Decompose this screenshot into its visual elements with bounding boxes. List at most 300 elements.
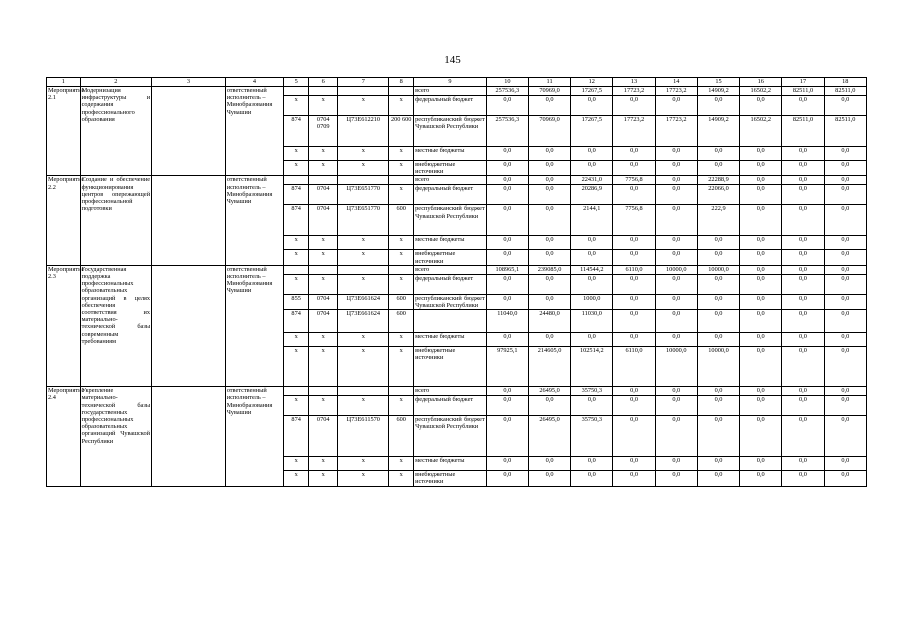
- amount-cell: 0,0: [740, 294, 782, 309]
- amount-cell: 0,0: [697, 457, 739, 471]
- budget-code-8: x: [389, 185, 414, 205]
- budget-code-8: x: [389, 161, 414, 176]
- funding-source: всего: [414, 387, 487, 396]
- amount-cell: 0,0: [528, 205, 570, 236]
- amount-cell: 0,0: [486, 457, 528, 471]
- budget-code-5: x: [284, 161, 309, 176]
- amount-cell: 0,0: [486, 396, 528, 416]
- amount-cell: 0,0: [655, 310, 697, 333]
- budget-code-8: x: [389, 396, 414, 416]
- amount-cell: 0,0: [697, 396, 739, 416]
- responsible-executor: ответственный исполнитель – Минобразования Чувашии: [225, 176, 283, 265]
- amount-cell: 0,0: [655, 96, 697, 116]
- budget-code-8: 200 600: [389, 116, 414, 147]
- funding-source: федеральный бюджет: [414, 96, 487, 116]
- budget-code-7: Ц73Е651770: [338, 205, 389, 236]
- budget-code-5: x: [284, 250, 309, 265]
- column-number-header: 2: [80, 78, 151, 87]
- amount-cell: 0,0: [486, 274, 528, 294]
- amount-cell: 0,0: [740, 387, 782, 396]
- amount-cell: 6110,0: [613, 265, 655, 274]
- measure-name: Создание и обеспечение функционирования центров опережающей профессиональной подготовки: [80, 176, 151, 265]
- amount-cell: 0,0: [697, 274, 739, 294]
- budget-code-8: [389, 176, 414, 185]
- budget-code-6: x: [309, 471, 338, 486]
- amount-cell: 0,0: [740, 250, 782, 265]
- amount-cell: 0,0: [655, 236, 697, 250]
- budget-code-6: x: [309, 347, 338, 387]
- amount-cell: 0,0: [528, 147, 570, 161]
- column-number-header: 15: [697, 78, 739, 87]
- amount-cell: 0,0: [740, 236, 782, 250]
- column-number-header: 18: [824, 78, 866, 87]
- amount-cell: 0,0: [528, 161, 570, 176]
- amount-cell: 0,0: [528, 457, 570, 471]
- amount-cell: 0,0: [697, 471, 739, 486]
- amount-cell: 0,0: [571, 471, 613, 486]
- amount-cell: 0,0: [571, 250, 613, 265]
- amount-cell: 0,0: [782, 185, 824, 205]
- amount-cell: 222,9: [697, 205, 739, 236]
- budget-code-5: [284, 87, 309, 96]
- amount-cell: 0,0: [782, 347, 824, 387]
- amount-cell: 0,0: [486, 176, 528, 185]
- budget-code-7: [338, 87, 389, 96]
- amount-cell: 0,0: [655, 387, 697, 396]
- amount-cell: 0,0: [824, 147, 866, 161]
- amount-cell: 0,0: [782, 396, 824, 416]
- amount-cell: 0,0: [740, 310, 782, 333]
- funding-source: республиканский бюджет Чувашской Республики: [415, 294, 485, 310]
- amount-cell: 82511,0: [824, 116, 866, 147]
- amount-cell: 0,0: [655, 176, 697, 185]
- budget-code-6: [309, 265, 338, 274]
- budget-code-7: x: [338, 333, 389, 347]
- amount-cell: 7756,8: [613, 205, 655, 236]
- amount-cell: 0,0: [782, 471, 824, 486]
- amount-cell: 0,0: [528, 236, 570, 250]
- amount-cell: 0,0: [613, 147, 655, 161]
- budget-code-7: [338, 176, 389, 185]
- budget-code-5: x: [284, 471, 309, 486]
- amount-cell: 11030,0: [571, 310, 613, 333]
- amount-cell: 1000,0: [571, 294, 613, 309]
- amount-cell: 0,0: [782, 274, 824, 294]
- budget-code-7: [338, 265, 389, 274]
- budget-code-5: [284, 265, 309, 274]
- funding-source: местные бюджеты: [414, 147, 487, 161]
- budget-code-8: x: [389, 147, 414, 161]
- budget-code-6: x: [309, 161, 338, 176]
- budget-code-7: [338, 387, 389, 396]
- page-number: 145: [444, 54, 461, 66]
- amount-cell: 20286,9: [571, 185, 613, 205]
- amount-cell: 0,0: [824, 236, 866, 250]
- amount-cell: 2144,1: [571, 205, 613, 236]
- amount-cell: 0,0: [528, 96, 570, 116]
- budget-code-7: x: [338, 250, 389, 265]
- amount-cell: 0,0: [655, 205, 697, 236]
- measure-code: Мероприятие 2.2: [47, 176, 81, 265]
- budget-table: [46, 77, 867, 487]
- amount-cell: 0,0: [824, 205, 866, 236]
- amount-cell: 0,0: [613, 396, 655, 416]
- budget-code-6: x: [309, 147, 338, 161]
- amount-cell: 0,0: [655, 396, 697, 416]
- amount-cell: 0,0: [486, 147, 528, 161]
- column-number-header: 7: [338, 78, 389, 87]
- amount-cell: 0,0: [740, 96, 782, 116]
- funding-source: [414, 310, 487, 333]
- column-number-header: 12: [571, 78, 613, 87]
- column-number-header: 10: [486, 78, 528, 87]
- amount-cell: 0,0: [486, 161, 528, 176]
- funding-source: федеральный бюджет: [414, 396, 487, 416]
- funding-source: внебюджетные источники: [414, 471, 487, 486]
- amount-cell: 16502,2: [740, 87, 782, 96]
- budget-code-8: x: [389, 96, 414, 116]
- amount-cell: 0,0: [571, 274, 613, 294]
- amount-cell: 0,0: [740, 185, 782, 205]
- amount-cell: 0,0: [571, 147, 613, 161]
- funding-source: местные бюджеты: [414, 457, 487, 471]
- amount-cell: 0,0: [655, 274, 697, 294]
- budget-code-7: x: [338, 396, 389, 416]
- amount-cell: 0,0: [782, 265, 824, 274]
- amount-cell: 0,0: [697, 416, 739, 457]
- amount-cell: 0,0: [697, 310, 739, 333]
- amount-cell: 17723,2: [655, 116, 697, 147]
- budget-code-8: 600: [389, 416, 414, 457]
- table-row: [47, 387, 867, 396]
- amount-cell: 0,0: [613, 250, 655, 265]
- amount-cell: 16502,2: [740, 116, 782, 147]
- budget-code-6: [309, 87, 338, 96]
- amount-cell: 257536,3: [486, 116, 528, 147]
- amount-cell: 0,0: [824, 396, 866, 416]
- budget-code-5: [284, 176, 309, 185]
- amount-cell: 0,0: [486, 333, 528, 347]
- amount-cell: 35750,3: [571, 387, 613, 396]
- budget-code-5: x: [284, 147, 309, 161]
- amount-cell: 70969,0: [528, 116, 570, 147]
- amount-cell: 17723,2: [613, 87, 655, 96]
- column-number-header: 3: [152, 78, 226, 87]
- responsible-executor: ответственный исполнитель – Минобразования Чувашии: [225, 387, 283, 486]
- amount-cell: 108965,1: [486, 265, 528, 274]
- amount-cell: 0,0: [824, 294, 866, 309]
- column-number-header: 5: [284, 78, 309, 87]
- measure-empty-cell: [152, 176, 226, 265]
- budget-code-7: x: [338, 274, 389, 294]
- amount-cell: 114544,2: [571, 265, 613, 274]
- amount-cell: 6110,0: [613, 347, 655, 387]
- funding-source: республиканский бюджет Чувашской Республики: [414, 205, 487, 236]
- amount-cell: 0,0: [486, 205, 528, 236]
- budget-code-8: x: [389, 250, 414, 265]
- amount-cell: 10000,0: [697, 265, 739, 274]
- amount-cell: 22288,9: [697, 176, 739, 185]
- amount-cell: 0,0: [824, 457, 866, 471]
- budget-code-6: x: [309, 250, 338, 265]
- amount-cell: 0,0: [528, 274, 570, 294]
- amount-cell: 0,0: [697, 250, 739, 265]
- budget-code-6: x: [309, 274, 338, 294]
- budget-code-6: 0704: [309, 205, 338, 236]
- budget-code-7: Ц73Е661624: [338, 310, 389, 333]
- amount-cell: 0,0: [824, 96, 866, 116]
- amount-cell: 0,0: [697, 161, 739, 176]
- amount-cell: 0,0: [613, 457, 655, 471]
- amount-cell: 0,0: [486, 294, 528, 309]
- measure-code: Мероприятие 2.4: [47, 387, 81, 486]
- amount-cell: 0,0: [655, 294, 697, 309]
- amount-cell: 0,0: [824, 347, 866, 387]
- amount-cell: 0,0: [824, 250, 866, 265]
- funding-source: всего: [414, 176, 487, 185]
- budget-code-6: 0704: [309, 416, 338, 457]
- amount-cell: 0,0: [782, 294, 824, 309]
- amount-cell: 17267,5: [571, 87, 613, 96]
- budget-code-6: 0704: [309, 294, 338, 309]
- amount-cell: 0,0: [613, 161, 655, 176]
- budget-code-5: 874: [284, 116, 309, 147]
- amount-cell: 26495,0: [528, 416, 570, 457]
- column-number-header: 1: [47, 78, 81, 87]
- amount-cell: 0,0: [824, 333, 866, 347]
- amount-cell: 7756,8: [613, 176, 655, 185]
- amount-cell: 0,0: [697, 387, 739, 396]
- amount-cell: 82511,0: [824, 87, 866, 96]
- amount-cell: 0,0: [613, 416, 655, 457]
- amount-cell: 22431,0: [571, 176, 613, 185]
- amount-cell: 17723,2: [613, 116, 655, 147]
- amount-cell: 0,0: [782, 205, 824, 236]
- amount-cell: 0,0: [655, 457, 697, 471]
- amount-cell: 14909,2: [697, 87, 739, 96]
- responsible-executor: ответственный исполнитель – Минобразования Чувашии: [225, 87, 283, 176]
- amount-cell: 0,0: [571, 161, 613, 176]
- column-number-header: 17: [782, 78, 824, 87]
- amount-cell: 0,0: [824, 176, 866, 185]
- amount-cell: 0,0: [740, 205, 782, 236]
- amount-cell: 0,0: [486, 387, 528, 396]
- amount-cell: 0,0: [782, 236, 824, 250]
- amount-cell: 0,0: [571, 236, 613, 250]
- budget-code-5: x: [284, 274, 309, 294]
- amount-cell: 0,0: [782, 161, 824, 176]
- table-row: [47, 265, 867, 274]
- amount-cell: 0,0: [740, 274, 782, 294]
- amount-cell: 0,0: [613, 185, 655, 205]
- amount-cell: 0,0: [571, 333, 613, 347]
- budget-code-5: 874: [284, 185, 309, 205]
- amount-cell: 10000,0: [697, 347, 739, 387]
- measure-empty-cell: [152, 265, 226, 386]
- amount-cell: 0,0: [613, 333, 655, 347]
- budget-code-5: x: [284, 347, 309, 387]
- budget-code-7: x: [338, 161, 389, 176]
- amount-cell: 70969,0: [528, 87, 570, 96]
- amount-cell: 0,0: [571, 96, 613, 116]
- amount-cell: 0,0: [740, 147, 782, 161]
- amount-cell: 0,0: [613, 387, 655, 396]
- funding-source: местные бюджеты: [414, 236, 487, 250]
- amount-cell: 0,0: [655, 161, 697, 176]
- budget-code-8: [389, 387, 414, 396]
- budget-code-5: x: [284, 457, 309, 471]
- amount-cell: 0,0: [740, 471, 782, 486]
- amount-cell: 0,0: [782, 333, 824, 347]
- measure-name: Модернизация инфраструктуры и содержания профессионального образования: [80, 87, 151, 176]
- budget-code-8: 600: [389, 205, 414, 236]
- amount-cell: 0,0: [528, 250, 570, 265]
- amount-cell: 0,0: [824, 387, 866, 396]
- funding-source: всего: [414, 265, 487, 274]
- amount-cell: 0,0: [528, 333, 570, 347]
- amount-cell: 0,0: [740, 333, 782, 347]
- amount-cell: 14909,2: [697, 116, 739, 147]
- amount-cell: 97925,1: [486, 347, 528, 387]
- column-number-header: 14: [655, 78, 697, 87]
- amount-cell: 0,0: [824, 265, 866, 274]
- budget-code-8: 600: [389, 294, 414, 309]
- column-number-header: 16: [740, 78, 782, 87]
- funding-source: местные бюджеты: [414, 333, 487, 347]
- budget-code-8: 600: [389, 310, 414, 333]
- budget-code-7: x: [338, 236, 389, 250]
- amount-cell: 0,0: [571, 457, 613, 471]
- funding-source: внебюджетные источники: [414, 347, 487, 387]
- amount-cell: 0,0: [655, 185, 697, 205]
- budget-code-6: 0704: [309, 310, 338, 333]
- amount-cell: 0,0: [782, 416, 824, 457]
- amount-cell: 0,0: [824, 310, 866, 333]
- budget-code-5: [284, 387, 309, 396]
- measure-code: Мероприятие 2.3: [47, 265, 81, 386]
- amount-cell: 0,0: [824, 161, 866, 176]
- amount-cell: 0,0: [782, 387, 824, 396]
- amount-cell: 0,0: [528, 185, 570, 205]
- amount-cell: 17723,2: [655, 87, 697, 96]
- budget-code-5: x: [284, 96, 309, 116]
- amount-cell: 0,0: [740, 416, 782, 457]
- amount-cell: 0,0: [655, 471, 697, 486]
- amount-cell: 0,0: [782, 96, 824, 116]
- funding-source: федеральный бюджет: [414, 185, 487, 205]
- amount-cell: 0,0: [486, 416, 528, 457]
- amount-cell: 0,0: [486, 471, 528, 486]
- amount-cell: 24480,0: [528, 310, 570, 333]
- column-number-header: 4: [225, 78, 283, 87]
- amount-cell: 0,0: [824, 471, 866, 486]
- amount-cell: 0,0: [782, 176, 824, 185]
- budget-code-5: x: [284, 236, 309, 250]
- budget-code-8: x: [389, 236, 414, 250]
- amount-cell: 0,0: [486, 185, 528, 205]
- amount-cell: 0,0: [782, 250, 824, 265]
- amount-cell: 82511,0: [782, 116, 824, 147]
- funding-source: республиканский бюджет Чувашской Республики: [414, 116, 487, 147]
- amount-cell: 0,0: [740, 176, 782, 185]
- amount-cell: 0,0: [782, 457, 824, 471]
- amount-cell: 0,0: [740, 347, 782, 387]
- column-number-header: 6: [309, 78, 338, 87]
- budget-code-5: x: [284, 333, 309, 347]
- amount-cell: 0,0: [655, 250, 697, 265]
- budget-code-7: Ц73Е611570: [338, 416, 389, 457]
- amount-cell: 17267,5: [571, 116, 613, 147]
- amount-cell: 0,0: [697, 96, 739, 116]
- amount-cell: 11040,0: [486, 310, 528, 333]
- measure-code: Мероприятие 2.1: [47, 87, 81, 176]
- amount-cell: 0,0: [782, 310, 824, 333]
- amount-cell: 35750,3: [571, 416, 613, 457]
- budget-code-7: x: [338, 347, 389, 387]
- amount-cell: 0,0: [782, 147, 824, 161]
- amount-cell: 26495,0: [528, 387, 570, 396]
- amount-cell: 102514,2: [571, 347, 613, 387]
- table-row: [47, 176, 867, 185]
- amount-cell: 0,0: [824, 416, 866, 457]
- budget-code-5: 874: [284, 205, 309, 236]
- budget-code-6: 0704 0709: [309, 116, 338, 147]
- budget-code-6: x: [309, 333, 338, 347]
- budget-code-7: x: [338, 471, 389, 486]
- responsible-executor: ответственный исполнитель – Минобразования Чувашии: [225, 265, 283, 386]
- funding-source: республиканский бюджет Чувашской Республики: [414, 416, 487, 457]
- amount-cell: 0,0: [613, 471, 655, 486]
- column-number-header: 9: [414, 78, 487, 87]
- amount-cell: 0,0: [740, 457, 782, 471]
- amount-cell: 0,0: [486, 250, 528, 265]
- amount-cell: 0,0: [613, 236, 655, 250]
- amount-cell: 0,0: [655, 147, 697, 161]
- amount-cell: 82511,0: [782, 87, 824, 96]
- amount-cell: 0,0: [528, 471, 570, 486]
- budget-code-7: Ц73Е612210: [338, 116, 389, 147]
- table-row: [47, 87, 867, 96]
- amount-cell: 0,0: [824, 274, 866, 294]
- budget-code-8: [389, 87, 414, 96]
- amount-cell: 0,0: [697, 294, 739, 309]
- amount-cell: 0,0: [740, 265, 782, 274]
- amount-cell: 0,0: [528, 176, 570, 185]
- measure-name: Государственная поддержка профессиональных образовательных организаций в целях обеспечения соответствия их материально-технической базы современным требованиям: [80, 265, 151, 386]
- budget-code-8: [389, 265, 414, 274]
- amount-cell: 257536,3: [486, 87, 528, 96]
- measure-empty-cell: [152, 387, 226, 486]
- amount-cell: 0,0: [486, 236, 528, 250]
- column-number-header: 11: [528, 78, 570, 87]
- amount-cell: 0,0: [740, 396, 782, 416]
- funding-source: внебюджетные источники: [414, 161, 487, 176]
- amount-cell: 0,0: [613, 274, 655, 294]
- amount-cell: 0,0: [655, 416, 697, 457]
- budget-code-8: x: [389, 347, 414, 387]
- budget-code-5: 874: [284, 310, 309, 333]
- budget-code-7: Ц73Е661624: [338, 294, 389, 309]
- budget-code-5: x: [284, 396, 309, 416]
- amount-cell: 10000,0: [655, 347, 697, 387]
- amount-cell: 0,0: [528, 294, 570, 309]
- funding-source: федеральный бюджет: [414, 274, 487, 294]
- amount-cell: 0,0: [613, 96, 655, 116]
- budget-code-6: x: [309, 457, 338, 471]
- amount-cell: 0,0: [697, 147, 739, 161]
- amount-cell: 22066,0: [697, 185, 739, 205]
- amount-cell: 0,0: [740, 161, 782, 176]
